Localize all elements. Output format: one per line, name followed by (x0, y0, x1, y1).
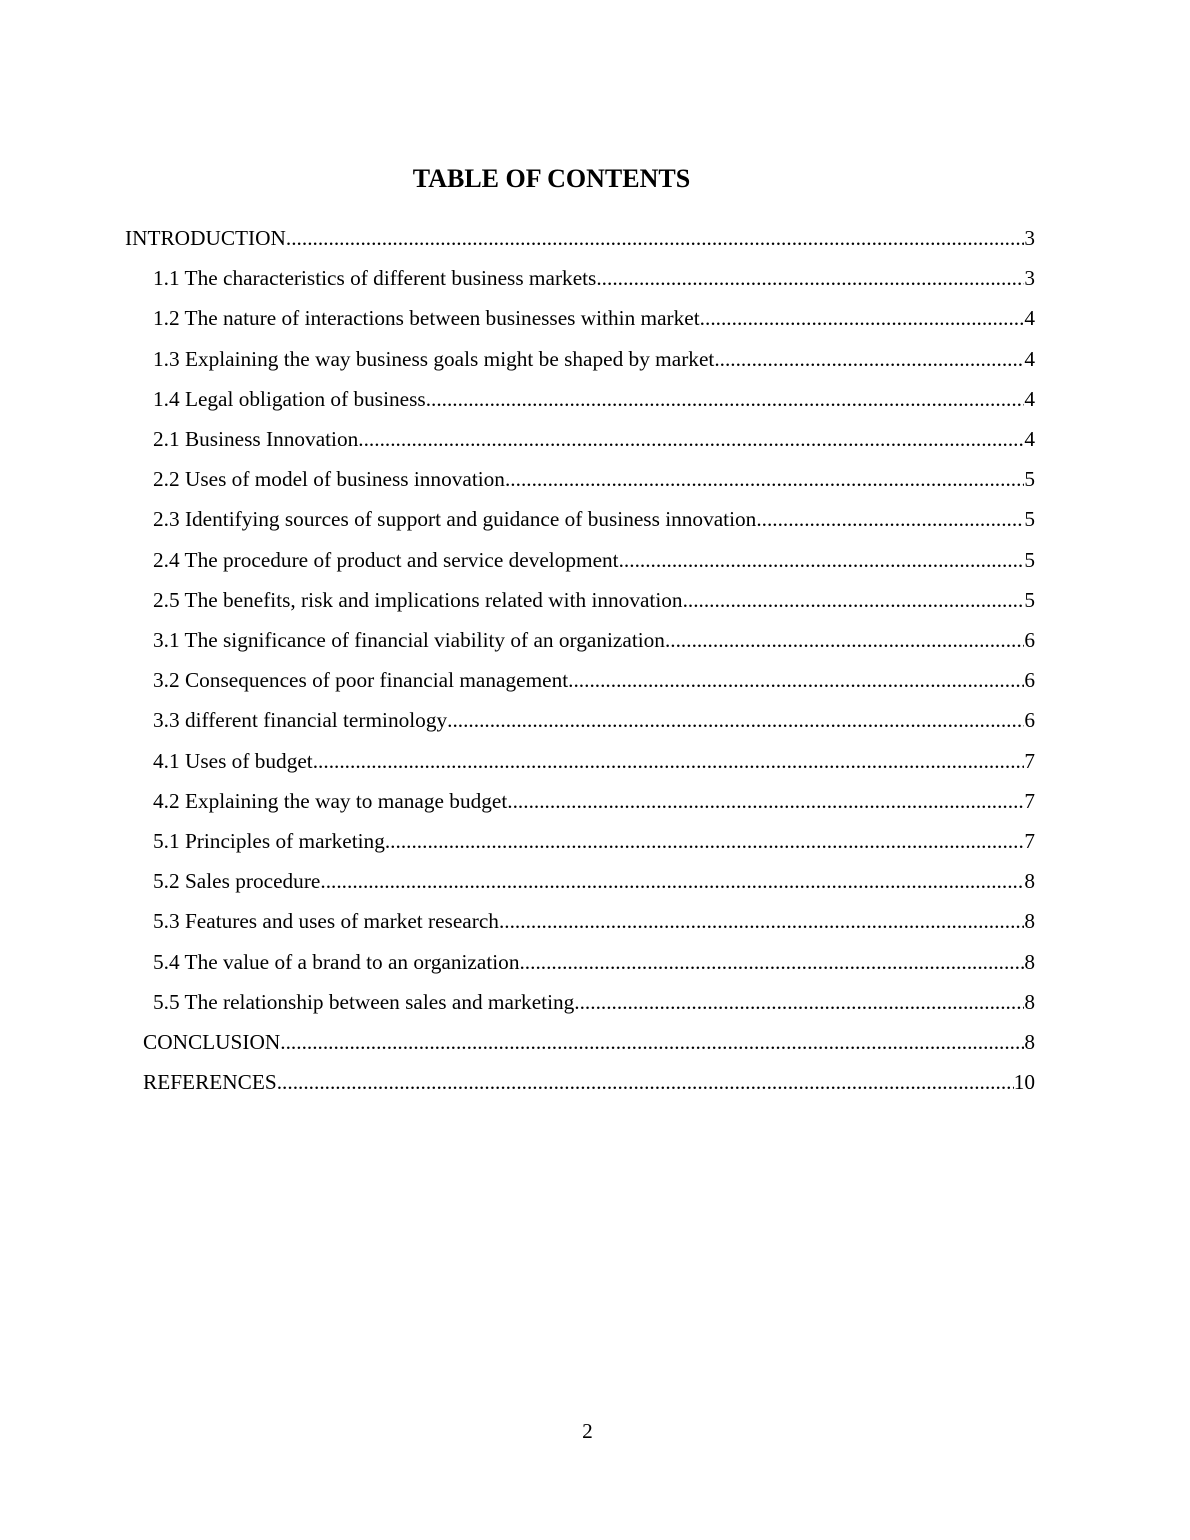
toc-entry-title: 1.3 Explaining the way business goals might be shaped by market (153, 346, 715, 371)
toc-leader-dots (619, 544, 1025, 576)
toc-leader-dots (505, 463, 1024, 495)
toc-entry-page: 7 (1024, 748, 1035, 773)
toc-entry-title: 5.4 The value of a brand to an organization (153, 949, 520, 974)
toc-entry[interactable] (153, 383, 1035, 415)
toc-entry-page: 8 (1024, 909, 1035, 934)
page-number: 2 (582, 1419, 593, 1443)
toc-entry-page: 4 (1024, 386, 1035, 411)
toc-leader-dots (280, 1026, 1024, 1058)
toc-entry-title: 2.2 Uses of model of business innovation (153, 467, 505, 492)
toc-entry-title: 4.2 Explaining the way to manage budget (153, 788, 508, 813)
toc-entry[interactable] (153, 865, 1035, 897)
toc-entry-page: 5 (1024, 547, 1035, 572)
toc-entry-page: 6 (1024, 708, 1035, 733)
toc-entry-title: 2.5 The benefits, risk and implications related with innovation (153, 587, 683, 612)
toc-entry-title: 5.2 Sales procedure (153, 869, 321, 894)
toc-leader-dots (683, 584, 1025, 616)
toc-entry-title: 4.1 Uses of budget (153, 748, 313, 773)
toc-entry-page: 8 (1024, 869, 1035, 894)
toc-entry-page: 4 (1024, 306, 1035, 331)
toc-entry[interactable] (153, 544, 1035, 576)
toc-entry-title: 1.4 Legal obligation of business (153, 386, 426, 411)
toc-entry-page: 7 (1024, 829, 1035, 853)
toc-entry[interactable] (143, 1026, 1035, 1058)
toc-entry[interactable] (153, 262, 1035, 294)
toc-entry-page: 4 (1024, 427, 1035, 451)
toc-entry-page: 3 (1024, 266, 1035, 291)
toc-entry-title: INTRODUCTION (125, 226, 286, 250)
toc-leader-dots (447, 704, 1024, 736)
toc-leader-dots (385, 825, 1024, 857)
toc-entry-title: 5.3 Features and uses of market research (153, 909, 499, 934)
toc-leader-dots (574, 986, 1024, 1018)
toc-entry[interactable] (153, 423, 1035, 455)
toc-leader-dots (714, 343, 1024, 375)
toc-entry[interactable] (153, 343, 1035, 375)
toc-entry-title: 3.2 Consequences of poor financial management (153, 668, 569, 693)
toc-entry[interactable] (153, 946, 1035, 978)
toc-entry[interactable] (153, 463, 1035, 495)
toc-entry[interactable] (153, 986, 1035, 1018)
toc-entry-title: 5.1 Principles of marketing (153, 829, 385, 853)
toc-entry[interactable] (153, 664, 1035, 696)
toc-entry-title: 1.2 The nature of interactions between businesses within market (153, 306, 700, 331)
toc-leader-dots (277, 1066, 1014, 1098)
toc-entry[interactable] (143, 1066, 1035, 1098)
toc-entry-page: 5 (1024, 467, 1035, 492)
toc-entry[interactable] (153, 584, 1035, 616)
toc-leader-dots (499, 905, 1024, 937)
toc-entry[interactable] (153, 704, 1035, 736)
toc-entry-page: 8 (1024, 989, 1035, 1014)
toc-entry[interactable] (153, 785, 1035, 817)
toc-entry-title: CONCLUSION (143, 1030, 281, 1054)
toc-entry-page: 3 (1024, 226, 1035, 250)
toc-entry-page: 10 (1013, 1070, 1035, 1095)
toc-leader-dots (507, 785, 1024, 817)
toc-entry-page: 8 (1024, 1030, 1035, 1054)
toc-entry[interactable] (153, 905, 1035, 937)
toc-leader-dots (568, 664, 1024, 696)
toc-entry[interactable] (153, 825, 1035, 857)
toc-leader-dots (313, 745, 1025, 777)
toc-entry-page: 5 (1024, 507, 1035, 532)
toc-entry-page: 8 (1024, 949, 1035, 974)
toc-leader-dots (519, 946, 1024, 978)
toc-entry-page: 5 (1024, 587, 1035, 612)
toc-leader-dots (756, 503, 1024, 535)
toc-leader-dots (286, 222, 1024, 254)
toc-leader-dots (320, 865, 1024, 897)
toc-entry-page: 4 (1024, 346, 1035, 371)
toc-entry[interactable] (153, 503, 1035, 535)
toc-entry-page: 6 (1024, 628, 1035, 652)
toc-leader-dots (358, 423, 1024, 455)
toc-leader-dots (700, 302, 1025, 334)
toc-entry-title: 5.5 The relationship between sales and marketing (153, 989, 575, 1014)
toc-entry-title: 1.1 The characteristics of different business markets (153, 266, 597, 291)
toc-entry[interactable] (153, 745, 1035, 777)
toc-entry-page: 6 (1024, 668, 1035, 693)
toc-entry-title: 2.1 Business Innovation (153, 427, 359, 451)
toc-leader-dots (665, 624, 1024, 656)
toc-entry[interactable] (153, 624, 1035, 656)
toc-entry-title: 3.1 The significance of financial viability of an organization (153, 628, 665, 652)
toc-entry-title: REFERENCES (143, 1070, 277, 1095)
toc-entry-title: 2.3 Identifying sources of support and guidance of business innovation (153, 507, 757, 532)
toc-leader-dots (426, 383, 1025, 415)
toc-heading: TABLE OF CONTENTS (412, 164, 691, 193)
toc-entry[interactable] (153, 302, 1035, 334)
toc-leader-dots (596, 262, 1024, 294)
toc-entry-title: 3.3 different financial terminology (153, 708, 448, 733)
toc-entry-page: 7 (1024, 788, 1035, 813)
toc-entry-title: 2.4 The procedure of product and service development (153, 547, 619, 572)
toc-entry[interactable] (125, 222, 1035, 254)
